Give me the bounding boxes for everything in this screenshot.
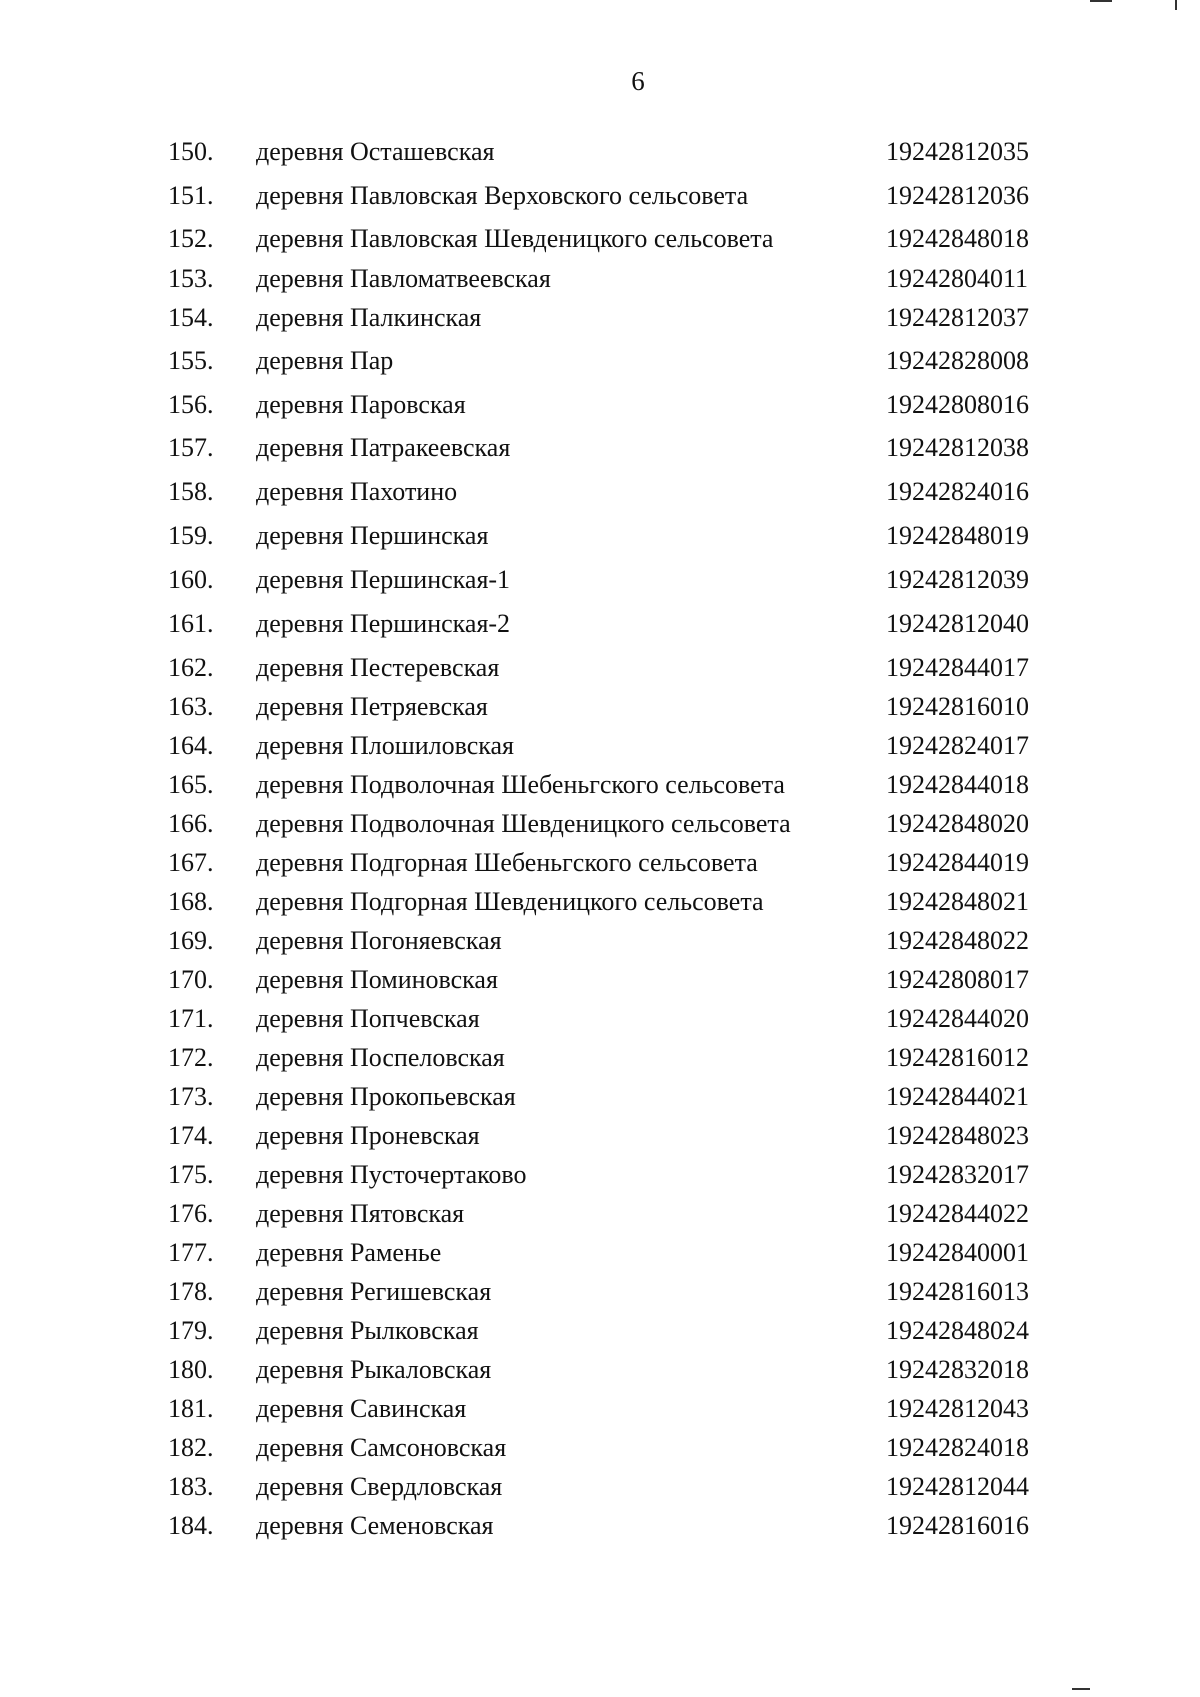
settlement-name: деревня Петряевская: [256, 692, 488, 721]
settlement-name: деревня Першинская: [256, 521, 489, 550]
table-row: [0, 1275, 1200, 1309]
settlement-code: 19242848024: [886, 1316, 1029, 1345]
table-row: [0, 388, 1200, 422]
table-row: [0, 807, 1200, 841]
row-number: 170.: [168, 965, 214, 994]
settlement-name: деревня Плошиловская: [256, 731, 515, 760]
settlement-name: деревня Погоняевская: [256, 926, 502, 955]
settlement-name: деревня Подгорная Шевденицкого сельсовета: [256, 887, 764, 916]
table-row: [0, 262, 1200, 296]
settlement-code: 19242844022: [886, 1199, 1029, 1228]
row-number: 159.: [168, 521, 214, 550]
row-number: 172.: [168, 1043, 214, 1072]
table-row: [0, 135, 1200, 169]
settlement-name: деревня Поспеловская: [256, 1043, 505, 1072]
row-number: 182.: [168, 1433, 214, 1462]
settlement-name: деревня Першинская-1: [256, 565, 511, 594]
scan-artifact-top-right: [1090, 0, 1112, 2]
row-number: 153.: [168, 264, 214, 293]
table-row: [0, 768, 1200, 802]
table-row: [0, 1431, 1200, 1465]
table-row: [0, 1236, 1200, 1270]
table-row: [0, 690, 1200, 724]
settlement-code: 19242812036: [886, 181, 1029, 210]
table-row: [0, 1392, 1200, 1426]
settlement-name: деревня Рылковская: [256, 1316, 479, 1345]
row-number: 173.: [168, 1082, 214, 1111]
settlement-name: деревня Прокопьевская: [256, 1082, 516, 1111]
row-number: 160.: [168, 565, 214, 594]
table-row: [0, 729, 1200, 763]
settlement-name: деревня Павломатвеевская: [256, 264, 551, 293]
settlement-name: деревня Подгорная Шебеньгского сельсовета: [256, 848, 758, 877]
settlement-name: деревня Пусточертаково: [256, 1160, 527, 1189]
settlement-code: 19242812044: [886, 1472, 1029, 1501]
settlement-name: деревня Семеновская: [256, 1511, 494, 1540]
settlement-name: деревня Подволочная Шевденицкого сельсовета: [256, 809, 791, 838]
settlement-code: 19242828008: [886, 346, 1029, 375]
settlement-code: 19242812040: [886, 609, 1029, 638]
table-row: [0, 1470, 1200, 1504]
settlement-name: деревня Павловская Верховского сельсовета: [256, 181, 749, 210]
settlement-name: деревня Раменье: [256, 1238, 442, 1267]
settlement-code: 19242812037: [886, 303, 1029, 332]
row-number: 164.: [168, 731, 214, 760]
row-number: 150.: [168, 137, 214, 166]
table-row: [0, 607, 1200, 641]
settlement-code: 19242804011: [886, 264, 1029, 293]
row-number: 155.: [168, 346, 214, 375]
row-number: 151.: [168, 181, 214, 210]
settlement-code: 19242816013: [886, 1277, 1029, 1306]
settlement-code: 19242840001: [886, 1238, 1029, 1267]
settlement-code: 19242808016: [886, 390, 1029, 419]
table-row: [0, 924, 1200, 958]
settlement-name: деревня Павловская Шевденицкого сельсовета: [256, 224, 774, 253]
settlement-name: деревня Попчевская: [256, 1004, 480, 1033]
row-number: 177.: [168, 1238, 214, 1267]
table-row: [0, 563, 1200, 597]
table-row: [0, 963, 1200, 997]
row-number: 154.: [168, 303, 214, 332]
table-row: [0, 519, 1200, 553]
row-number: 156.: [168, 390, 214, 419]
settlement-code: 19242824018: [886, 1433, 1029, 1462]
settlement-code: 19242808017: [886, 965, 1029, 994]
settlement-code: 19242812043: [886, 1394, 1029, 1423]
settlement-name: деревня Паровская: [256, 390, 466, 419]
settlement-code: 19242832018: [886, 1355, 1029, 1384]
row-number: 178.: [168, 1277, 214, 1306]
settlement-code: 19242832017: [886, 1160, 1029, 1189]
settlement-name: деревня Савинская: [256, 1394, 467, 1423]
settlement-code: 19242812038: [886, 433, 1029, 462]
settlement-code: 19242848019: [886, 521, 1029, 550]
settlement-code: 19242816016: [886, 1511, 1029, 1540]
row-number: 157.: [168, 433, 214, 462]
settlement-code: 19242812035: [886, 137, 1029, 166]
settlement-name: деревня Подволочная Шебеньгского сельсовета: [256, 770, 785, 799]
table-row: [0, 431, 1200, 465]
row-number: 152.: [168, 224, 214, 253]
table-row: [0, 475, 1200, 509]
row-number: 162.: [168, 653, 214, 682]
row-number: 184.: [168, 1511, 214, 1540]
settlement-name: деревня Самсоновская: [256, 1433, 507, 1462]
table-row: [0, 344, 1200, 378]
settlement-code: 19242848023: [886, 1121, 1029, 1150]
table-row: [0, 1353, 1200, 1387]
row-number: 176.: [168, 1199, 214, 1228]
scan-artifact-bottom-right: [1072, 1688, 1090, 1690]
settlement-name: деревня Палкинская: [256, 303, 482, 332]
settlement-code: 19242844017: [886, 653, 1029, 682]
settlement-code: 19242844021: [886, 1082, 1029, 1111]
row-number: 168.: [168, 887, 214, 916]
settlement-code: 19242848022: [886, 926, 1029, 955]
settlement-name: деревня Рыкаловская: [256, 1355, 492, 1384]
settlement-name: деревня Пахотино: [256, 477, 458, 506]
table-row: [0, 885, 1200, 919]
settlement-code: 19242824017: [886, 731, 1029, 760]
settlement-name: деревня Проневская: [256, 1121, 480, 1150]
row-number: 169.: [168, 926, 214, 955]
settlement-code: 19242848020: [886, 809, 1029, 838]
row-number: 183.: [168, 1472, 214, 1501]
table-row: [0, 651, 1200, 685]
row-number: 166.: [168, 809, 214, 838]
scan-artifact-top-right-tick: [1175, 0, 1177, 10]
settlement-name: деревня Поминовская: [256, 965, 498, 994]
row-number: 161.: [168, 609, 214, 638]
row-number: 158.: [168, 477, 214, 506]
settlement-code: 19242812039: [886, 565, 1029, 594]
row-number: 179.: [168, 1316, 214, 1345]
settlement-name: деревня Пятовская: [256, 1199, 465, 1228]
settlement-code: 19242844018: [886, 770, 1029, 799]
table-row: [0, 1002, 1200, 1036]
settlement-name: деревня Свердловская: [256, 1472, 503, 1501]
settlement-name: деревня Першинская-2: [256, 609, 511, 638]
page-number: 6: [631, 66, 645, 96]
row-number: 163.: [168, 692, 214, 721]
table-row: [0, 1080, 1200, 1114]
row-number: 167.: [168, 848, 214, 877]
row-number: 171.: [168, 1004, 214, 1033]
row-number: 165.: [168, 770, 214, 799]
settlement-name: деревня Пестеревская: [256, 653, 500, 682]
settlement-name: деревня Регишевская: [256, 1277, 492, 1306]
settlement-code: 19242824016: [886, 477, 1029, 506]
table-row: [0, 179, 1200, 213]
settlement-code: 19242816010: [886, 692, 1029, 721]
settlement-name: деревня Патракеевская: [256, 433, 511, 462]
row-number: 181.: [168, 1394, 214, 1423]
table-row: [0, 1509, 1200, 1543]
table-row: [0, 846, 1200, 880]
settlement-code: 19242848018: [886, 224, 1029, 253]
row-number: 180.: [168, 1355, 214, 1384]
table-row: [0, 1158, 1200, 1192]
row-number: 174.: [168, 1121, 214, 1150]
settlement-code: 19242848021: [886, 887, 1029, 916]
table-row: [0, 301, 1200, 335]
table-row: [0, 1314, 1200, 1348]
table-row: [0, 222, 1200, 256]
row-number: 175.: [168, 1160, 214, 1189]
settlement-name: деревня Осташевская: [256, 137, 495, 166]
table-row: [0, 1197, 1200, 1231]
settlement-name: деревня Пар: [256, 346, 394, 375]
settlement-code: 19242844019: [886, 848, 1029, 877]
table-row: [0, 1119, 1200, 1153]
table-row: [0, 1041, 1200, 1075]
settlement-code: 19242816012: [886, 1043, 1029, 1072]
settlement-code: 19242844020: [886, 1004, 1029, 1033]
